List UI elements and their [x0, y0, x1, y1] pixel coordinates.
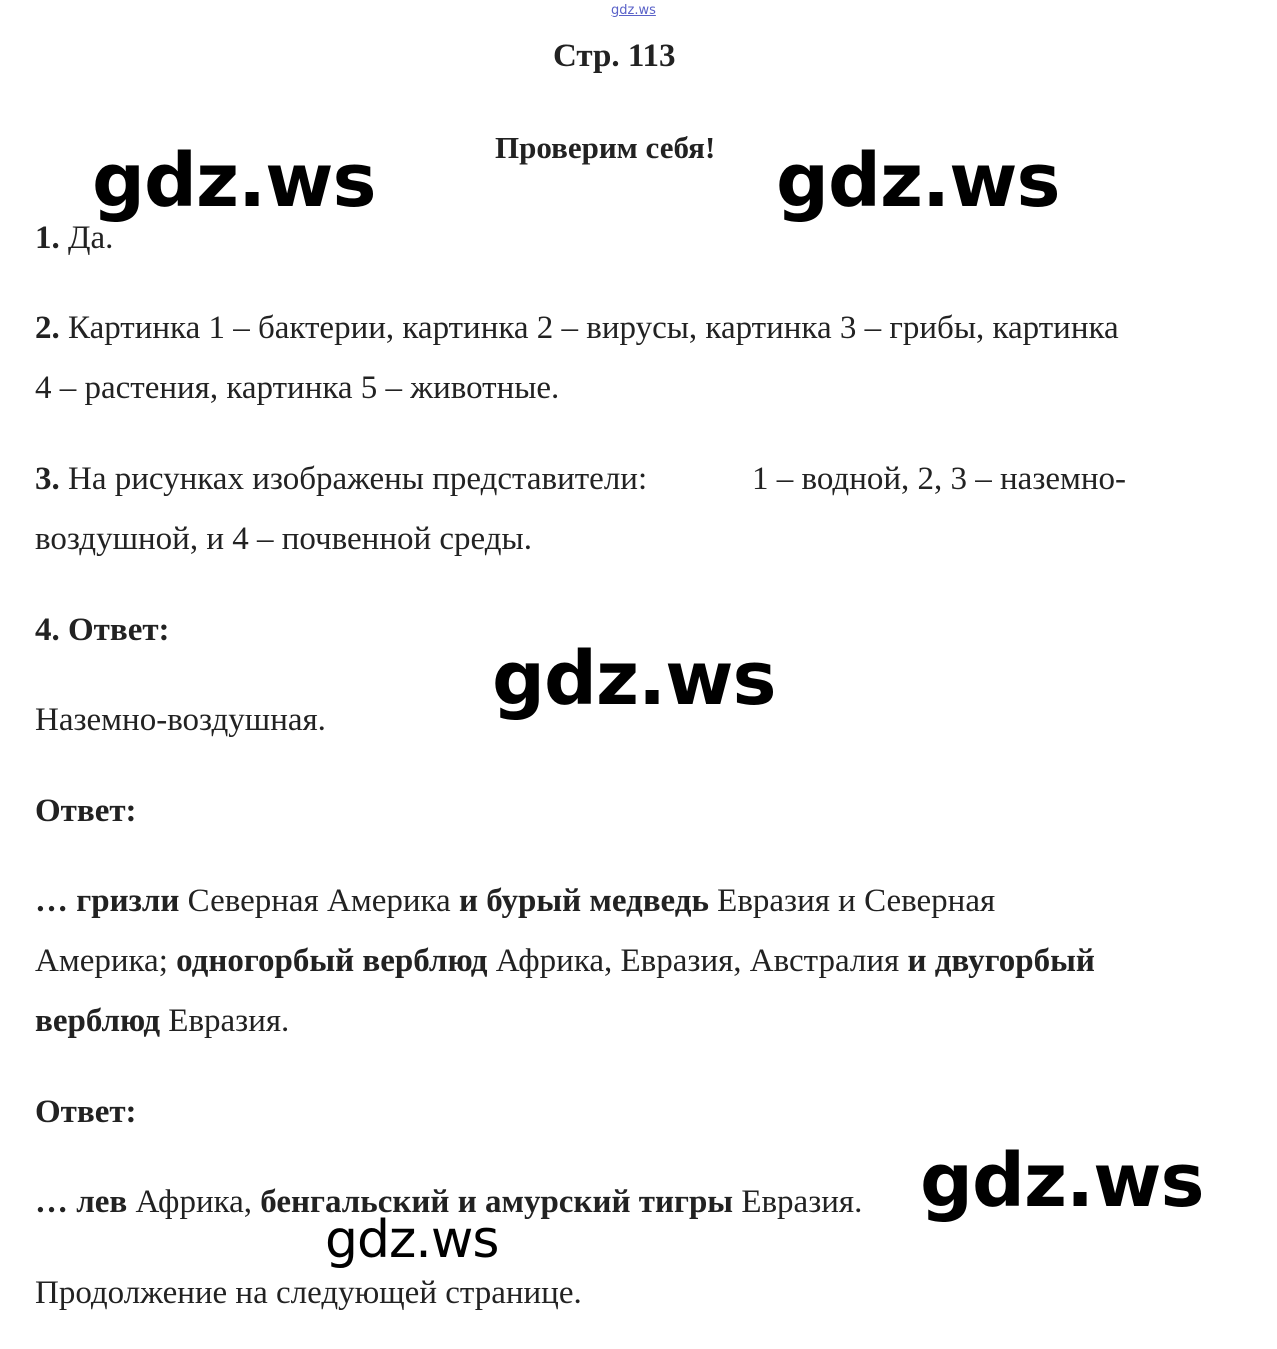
plain-text: Евразия и Северная — [708, 883, 996, 919]
continuation-note: Продолжение на следующей странице. — [35, 1275, 582, 1311]
page-title: Стр. 113 — [553, 38, 676, 74]
plain-text: Евразия. — [160, 1003, 290, 1039]
question-2-line-2: 4 – растения, картинка 5 – животные. — [35, 370, 560, 406]
question-3-line-1 — [35, 461, 647, 498]
top-watermark: gdz.ws — [611, 3, 656, 18]
bold-term: и бурый медведь — [458, 883, 709, 919]
bold-term: верблюд — [35, 1003, 161, 1039]
question-number: 1. — [35, 220, 60, 256]
plain-text: Северная Америка — [179, 883, 459, 919]
answer-3-heading: Ответ: — [35, 1094, 137, 1130]
answer-2-line-2 — [35, 943, 1095, 980]
plain-text: Африка, — [127, 1184, 261, 1220]
question-number: 3. — [35, 461, 60, 497]
question-3-line-2: воздушной, и 4 – почвенной среды. — [35, 521, 532, 557]
bold-term: … лев — [35, 1184, 128, 1220]
watermark: gdz.ws — [492, 636, 776, 722]
answer-text: Картинка 1 – бактерии, картинка 2 – вирусы, картинка 3 – грибы, картинка — [59, 310, 1119, 346]
watermark: gdz.ws — [920, 1138, 1204, 1224]
watermark: gdz.ws — [776, 138, 1060, 224]
bold-term: … гризли — [35, 883, 180, 919]
question-3-line-1-right: 1 – водной, 2, 3 – наземно- — [752, 461, 1127, 497]
watermark: gdz.ws — [92, 138, 376, 224]
watermark: gdz.ws — [325, 1210, 499, 1270]
answer-2-line-1 — [35, 883, 995, 920]
question-4-answer: Наземно-воздушная. — [35, 702, 326, 738]
answer-2-heading: Ответ: — [35, 793, 137, 829]
bold-term: бенгальский и амурский тигры — [260, 1184, 734, 1220]
bold-term: и двугорбый — [907, 943, 1095, 979]
answer-text: На рисунках изображены представители: — [59, 461, 648, 497]
plain-text: Евразия. — [733, 1184, 863, 1220]
answer-text: Да. — [59, 220, 114, 256]
question-number: 2. — [35, 310, 60, 346]
section-title: Проверим себя! — [495, 130, 716, 165]
plain-text: Америка; — [35, 943, 177, 979]
question-4-heading: 4. Ответ: — [35, 612, 170, 648]
question-2-line-1 — [35, 310, 1119, 347]
question-1 — [35, 220, 113, 257]
answer-2-line-3 — [35, 1003, 289, 1040]
plain-text: Африка, Евразия, Австралия — [487, 943, 908, 979]
bold-term: одногорбый верблюд — [176, 943, 488, 979]
